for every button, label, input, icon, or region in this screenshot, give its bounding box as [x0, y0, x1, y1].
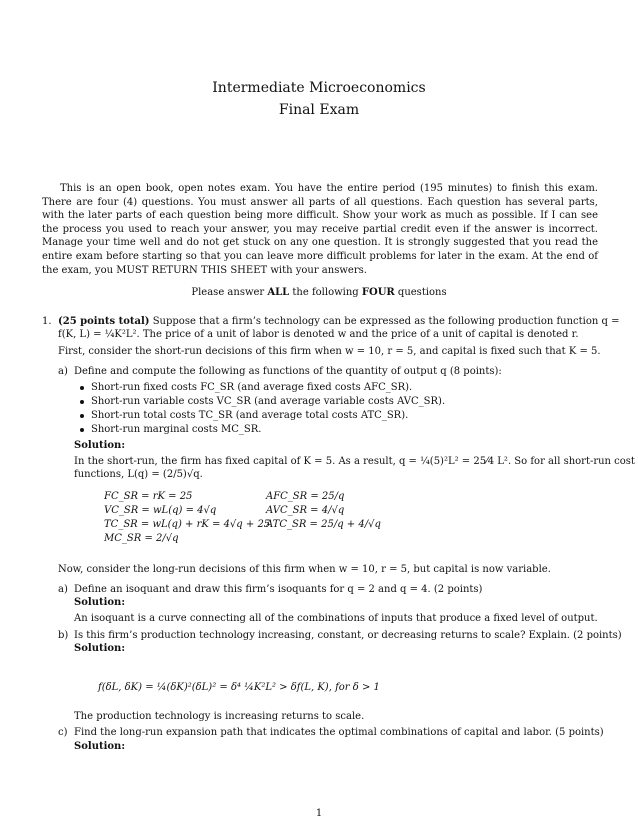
- solution-label-b: Solution:: [74, 643, 126, 654]
- part-b-text: Is this firm’s production technology increasing, constant, or decreasing returns to scale? Explain. (2 points): [74, 630, 622, 641]
- solution-label-a2: Solution:: [74, 597, 126, 608]
- solution-a-line1: In the short-run, the firm has fixed capital of K = 5. As a result, q = ¼(5)²L² = 25⁄4 L². So for all short-run cost: [74, 456, 635, 467]
- equation-afc: AFC_SR = 25/q: [266, 491, 345, 502]
- bullet-marginal-costs: Short-run marginal costs MC_SR.: [80, 423, 261, 436]
- instruction-four: FOUR: [361, 287, 395, 298]
- instruction-all: ALL: [267, 287, 290, 298]
- part-c-label: c): [58, 727, 68, 738]
- intro-paragraph: This is an open book, open notes exam. You have the entire period (195 minutes) to finish this exam. There are four (4) questions. You must answer all parts of all questions. Each question has several parts, with the later parts of each question being more difficult. Show your work as much as possible. If I can see the process you used to reach your answer, you may receive partial credit even if the answer is incorrect. Manage your time well and do not get stuck on any one question. It is strongly suggested that you read the entire exam before starting so that you can leave more difficult problems for later in the exam. At the end of the exam, you MUST RETURN THIS SHEET with your answers.: [42, 183, 598, 276]
- question-stem-line2: f(K, L) = ¼K²L². The price of a unit of labor is denoted w and the price of a unit of capital is denoted r.: [58, 329, 579, 340]
- solution-label-a: Solution:: [74, 440, 126, 451]
- question-stem-line1: [58, 315, 620, 328]
- bullet-dot: [80, 400, 84, 404]
- instruction-line: [0, 286, 638, 299]
- bullet-dot: [80, 414, 84, 418]
- exam-title: Final Exam: [278, 102, 360, 118]
- solution-label-c: Solution:: [74, 741, 126, 752]
- instruction-mid: the following: [292, 287, 359, 298]
- equation-atc: ATC_SR = 25/q + 4/√q: [266, 519, 381, 530]
- equations-right: [266, 490, 381, 532]
- bullet-dot: [80, 386, 84, 390]
- equation-vc: VC_SR = wL(q) = 4√q: [104, 505, 217, 516]
- bullet-variable-costs: Short-run variable costs VC_SR (and average variable costs AVC_SR).: [80, 395, 445, 408]
- instruction-post: questions: [397, 287, 447, 298]
- part-a2-label: a): [58, 584, 68, 595]
- bullet-dot: [80, 428, 84, 432]
- part-a2-text: Define an isoquant and draw this firm’s isoquants for q = 2 and q = 4. (2 points): [74, 584, 483, 595]
- returns-to-scale-equation: f(δL, δK) = ¼(δK)²(δL)² = δ⁴ ¼K²L² > δf(L, K), for δ > 1: [98, 682, 380, 693]
- solution-a2: An isoquant is a curve connecting all of the combinations of inputs that produce a fixed level of output.: [74, 613, 598, 624]
- short-run-intro: First, consider the short-run decisions of this firm when w = 10, r = 5, and capital is fixed such that K = 5.: [58, 346, 601, 357]
- bullet-fixed-costs: Short-run fixed costs FC_SR (and average fixed costs AFC_SR).: [80, 381, 412, 394]
- solution-a-line2: functions, L(q) = (2/5)√q.: [74, 469, 203, 480]
- part-a-text: Define and compute the following as functions of the quantity of output q (8 points):: [74, 366, 502, 377]
- bullet-total-costs: Short-run total costs TC_SR (and average total costs ATC_SR).: [80, 409, 408, 422]
- equation-mc: MC_SR = 2/√q: [104, 533, 179, 544]
- equation-avc: AVC_SR = 4/√q: [266, 505, 345, 516]
- equation-tc: TC_SR = wL(q) + rK = 4√q + 25: [104, 519, 271, 530]
- equation-fc: FC_SR = rK = 25: [104, 491, 193, 502]
- question-points: (25 points total): [58, 316, 150, 327]
- scale-conclusion: The production technology is increasing returns to scale.: [74, 711, 365, 722]
- part-c-text: Find the long-run expansion path that indicates the optimal combinations of capital and labor. (5 points): [74, 727, 604, 738]
- long-run-intro: Now, consider the long-run decisions of this firm when w = 10, r = 5, but capital is now variable.: [58, 564, 551, 575]
- equations-left: [104, 490, 270, 546]
- part-b-label: b): [58, 630, 69, 641]
- page-number: 1: [315, 808, 323, 819]
- part-a-label: a): [58, 366, 68, 377]
- course-title: Intermediate Microeconomics: [212, 80, 426, 96]
- question-number: 1.: [42, 316, 52, 327]
- question-stem-text1: Suppose that a firm’s technology can be expressed as the following production function q =: [152, 316, 620, 327]
- instruction-pre: Please answer: [191, 287, 265, 298]
